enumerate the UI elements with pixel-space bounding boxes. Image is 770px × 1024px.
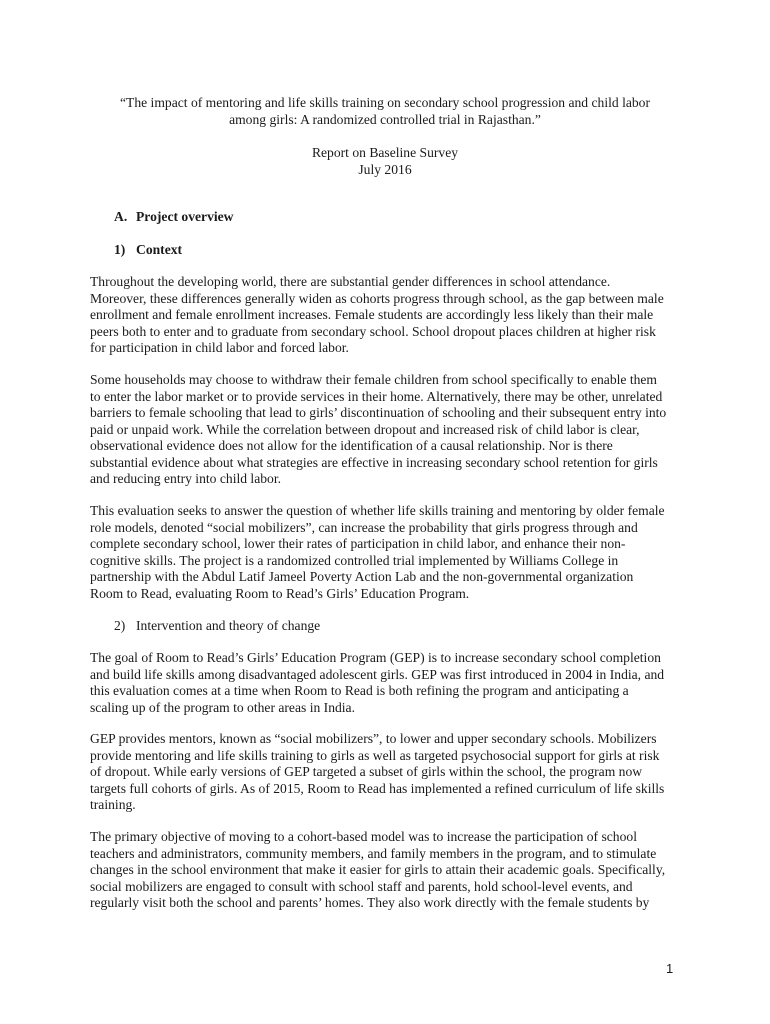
paragraph-intervention-3 [90,829,682,912]
text-line: The goal of Room to Read’s Girls’ Education Program (GEP) is to increase secondary school completion [90,650,661,665]
paragraph-intervention-2 [90,731,682,814]
text-line: partnership with the Abdul Latif Jameel Poverty Action Lab and the non-governmental organization [90,569,634,584]
subsection-title: Intervention and theory of change [136,618,321,633]
text-line: The primary objective of moving to a cohort-based model was to increase the participation of school [90,829,637,844]
paragraph-context-2 [90,372,682,488]
text-line: role models, denoted “social mobilizers”, can increase the probability that girls progress through and [90,519,638,535]
text-line: paid or unpaid work. While the correlation between dropout and increased risk of child labor is clear, [90,421,640,437]
section-title: Project overview [136,209,234,224]
text-line: barriers to female schooling that lead to girls’ discontinuation of schooling and their subsequent entry into [90,405,667,420]
text-line: Moreover, these differences generally widen as cohorts progress through school, as the gap between male [90,290,664,306]
title-line: “The impact of mentoring and life skills training on secondary school progression and child labor [119,95,651,110]
report-date: July 2016 [358,162,412,177]
page-number: 1 [666,961,674,976]
text-line: Room to Read, evaluating Room to Read’s Girls’ Education Program. [90,585,470,601]
text-line: observational evidence does not allow for the identification of a causal relationship. Nor is there [90,438,613,453]
text-line: changes in the school environment that make it easier for girls to attain their academic goals. Specifically, [90,862,666,877]
text-line: and build life skills among disadvantaged adolescent girls. GEP was first introduced in 2004 in India, and [90,666,665,682]
subsection-heading-intervention [114,617,320,634]
text-line: Throughout the developing world, there are substantial gender differences in school attendance. [90,274,611,289]
section-heading-project-overview [114,208,234,225]
text-line: provide mentoring and life skills training to girls as well as targeted psychosocial support for girls at risk [90,747,660,763]
text-line: Some households may choose to withdraw their female children from school specifically to enable them [90,372,658,387]
section-marker: A. [114,209,128,224]
text-line: social mobilizers are engaged to consult with school staff and parents, hold school-level events, and [90,878,633,894]
subsection-title: Context [136,242,183,257]
text-line: scaling up of the program to other areas in India. [90,699,355,715]
text-line: to enter the labor market or to provide services in their home. Alternatively, there may be other, unrelated [90,388,663,404]
text-line: teachers and administrators, community members, and family members in the program, and to stimulate [90,845,657,861]
text-line: and reducing entry into child labor. [90,471,282,486]
text-line: enrollment and female enrollment increases. Female students are accordingly less likely than their male [90,307,654,322]
text-line: cognitive skills. The project is a randomized controlled trial implemented by Williams College in [90,552,619,568]
title-line: among girls: A randomized controlled trial in Rajasthan.” [229,112,541,127]
text-line: for participation in child labor and forced labor. [90,340,349,355]
report-label: Report on Baseline Survey [311,145,459,160]
paragraph-context-3 [90,503,682,602]
document-title [90,94,680,128]
text-line: peers both to enter and to graduate from secondary school. School dropout places children at higher risk [90,323,656,339]
paragraph-context-1 [90,274,682,357]
text-line: This evaluation seeks to answer the question of whether life skills training and mentoring by older female [90,503,665,518]
subsection-heading-context [114,241,182,258]
report-subtitle [90,144,680,178]
text-line: of dropout. While early versions of GEP targeted a subset of girls within the school, the program now [90,764,643,779]
subsection-marker: 1) [114,242,126,257]
subsection-marker: 2) [114,618,126,633]
text-line: training. [90,797,136,812]
text-line: regularly visit both the school and parents’ homes. They also work directly with the female students by [90,895,650,910]
text-line: targets full cohorts of girls. As of 2015, Room to Read has implemented a refined curriculum of life skills [90,780,665,796]
text-line: substantial evidence about what strategies are effective in increasing secondary school retention for girls [90,454,658,470]
text-line: complete secondary school, lower their rates of participation in child labor, and enhance their non- [90,536,626,551]
text-line: GEP provides mentors, known as “social mobilizers”, to lower and upper secondary schools. Mobilizers [90,731,657,746]
paragraph-intervention-1 [90,650,682,716]
text-line: this evaluation comes at a time when Room to Read is both refining the program and anticipating a [90,683,629,698]
